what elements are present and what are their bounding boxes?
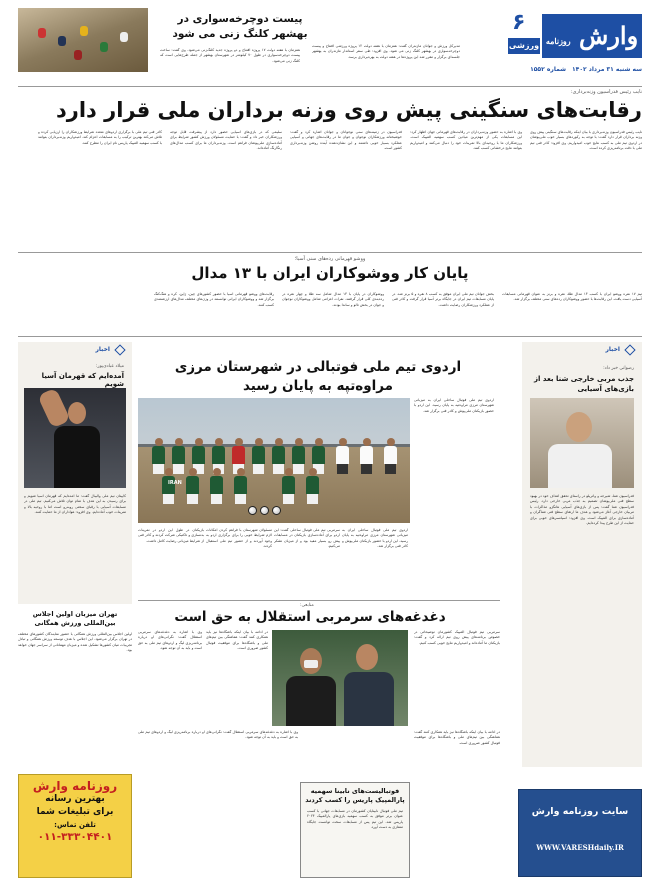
tehran-headline: تهران میزبان اولین اجلاس بین‌المللی ورزش همگانی	[32, 610, 118, 627]
box-header	[522, 344, 642, 356]
top-headline: پیست دوچرخه‌سواری در بهشهر کلنگ زنی می شود	[172, 13, 308, 40]
wushu-headline: پایان کار ووشوکاران ایران با ۱۳ مدال	[191, 264, 469, 282]
main-kicker: نایب رئیس فدراسیون وزنه‌برداری:	[570, 89, 642, 95]
ad-line-2: برای تبلیغات شما	[36, 807, 114, 817]
main-column-1: نایب رئیس فدراسیون وزنه‌برداری با بیان اینکه رقابت‌های سنگینی پیش روی وزنه برداران قرار دارد گفت: با توجه به رکوردهای بسیار خوب ملی‌پوشان در اردوی تیم ملی به کسب نتایج خوب امیدواریم. وی افزود: کادر فنی تیم ملی با دقت برنامه‌ریزی کرده است.	[530, 130, 642, 151]
main-headline: رقابت‌های سنگینی پیش روی وزنه برداران ملی قرار دارد	[55, 98, 642, 122]
riot-column-1: سرمربی تیم فوتبال المپیک کشورمان توضیحاتی در خصوص برنامه‌های پیش روی تیم ارائه کرد و گفت: بازیکنان ما آماده‌اند و امیدواریم نتایج خوبی کسب کنیم.	[414, 630, 500, 645]
volleyball-headline: آمده‌ایم که قهرمان آسیا شویم	[41, 372, 124, 388]
box-tag: اخبار	[95, 346, 110, 353]
website-url-link[interactable]: WWW.VARESHdaily.IR	[536, 843, 624, 852]
riot-headline: دغدغه‌های سرمربی استقلال به حق است	[174, 609, 446, 625]
diamond-icon	[624, 344, 635, 355]
cycling-photo	[18, 8, 148, 72]
page-number: ۶	[512, 10, 526, 35]
ad-phone-number[interactable]: ۰۱۱-۳۳۳۰۴۴۰۱	[37, 831, 113, 843]
box-tag: اخبار	[605, 346, 620, 353]
divider	[18, 252, 642, 253]
main-column-2: وی با اشاره به حضور وزنه‌برداران در رقابت‌های قهرمانی جهان اظهار کرد: این مسابقات یکی از مهم‌ترین میادین کسب سهمیه المپیک است. ورزشکاران ما با روحیه‌ای بالا تمرینات خود را دنبال می‌کنند و امیدواریم بتوانند نتایج درخشانی کسب کنند.	[410, 130, 522, 151]
football-team-photo	[138, 398, 410, 523]
coaches-photo	[272, 630, 408, 726]
wushu-column-2: بخش جوانان تیم ملی ایران موفق به کسب ۸ نقره و ۵ برنز شد. در پایان مسابقات تیم ایران در جایگاه برتر آسیا قرار گرفت و کادر فنی از عملکرد ورزشکاران رضایت داشت.	[392, 292, 494, 307]
main-column-4: سلیمی که در بازی‌های آسیایی حضور دارد از پیشرفت قابل توجه ورزشکاران خبر داد و گفت: با حمایت مسئولان ورزش کشور شرایط برای آماده‌سازی ملی‌پوشان فراهم است. وزنه‌برداران ما برای کسب مدال‌های رنگارنگ آماده‌اند.	[170, 130, 282, 151]
logo-sub: روزنامه	[545, 36, 571, 46]
dateline	[506, 66, 642, 73]
football-side-text: اردوی تیم ملی فوتبال ساحلی ایران به میزبانی شهرستان مرزی مراوه‌تپه به پایان رسید. این اردو با حضور بازیکنان ملی‌پوش و کادر فنی برگزار شد.	[414, 398, 494, 413]
top-story-text-1: همزمان با هفته دولت ۱۷ پروژه افتتاح و دو پروژه جدید کلنگ‌زنی می‌شود. وی گفت: ساخت پیست دوچرخه‌سواری در طول ۷۰ کیلومتر در شهرستان بهشهر از جمله طرح‌هایی است که کلنگ زنی می‌شود.	[160, 48, 300, 63]
logo-text: وارش	[579, 21, 639, 50]
riot-kicker: منابعی:	[300, 603, 314, 608]
swimming-news-box	[522, 342, 642, 767]
divider	[138, 600, 500, 601]
newspaper-logo	[542, 14, 642, 58]
riot-column-4: وی با اشاره به دغدغه‌های سرمربی استقلال گفت: نگرانی‌های او درباره برنامه‌ریزی لیگ و اردوهای تیم ملی به حق است و باید به آن توجه شود.	[138, 730, 298, 740]
football-headline: اردوی تیم ملی فوتبالی در شهرستان مرزی مراوه‌تپه به پایان رسید	[174, 359, 462, 394]
website-ad-title: سایت روزنامه وارش	[531, 806, 629, 817]
ad-tel-label: تلفن تماس:	[54, 821, 96, 829]
date-text: سه شنبه ۳۱ مرداد ۱۴۰۲	[572, 66, 642, 73]
paralympic-text: تیم ملی فوتبال نابینایان کشورمان در مسابقات جهانی با کسب عنوان برتر موفق به کسب سهمیه بازی‌های پارالمپیک ۲۰۲۴ پاریس شد. این تیم پس از مسابقات سخت توانست جایگاه ممتازی به دست آورد.	[307, 809, 403, 830]
issue-text: شماره ۱۵۵۲	[530, 66, 567, 73]
wushu-kicker: ووشو قهرمانی رده‌های سنی آسیا؛	[294, 256, 366, 262]
volleyball-news-box	[18, 342, 132, 604]
swimming-headline: جذب مربی خارجی شنا بعد از بازی‌های آسیایی	[534, 375, 634, 393]
website-ad[interactable]	[518, 789, 642, 877]
ad-line-1: بهترین رسانه	[45, 794, 105, 804]
wushu-column-3: ووشوکاران در پایان با ۱۳ مدال شامل سه طلا و چهار نقره در رده‌بندی کلی قرار گرفتند. نفرات اعزامی شامل ووشوکاران نوجوان و جوان در بخش تالو و ساندا بودند.	[282, 292, 384, 307]
main-column-3: فدراسیون در زمینه‌های سنی نوجوانان و جوانان اشاره کرد و گفت: خوشبختانه ورزشکاران نوجوان و جوان ما در رقابت‌های جهانی و آسیایی عملکرد بسیار خوبی داشتند و این نشان‌دهنده آینده روشن وزنه‌برداری کشور است.	[290, 130, 402, 151]
box-header	[18, 344, 132, 356]
tehran-news	[18, 610, 132, 766]
paralympic-box	[300, 782, 410, 878]
riot-column-3: در ادامه با بیان اینکه باشگاه‌ها نیز باید همکاری کنند گفت: هماهنگی بین تیم‌های ملی و باشگاه‌ها برای موفقیت فوتبال کشور ضروری است.	[206, 630, 268, 651]
top-story-text-2: مدیرکل ورزش و جوانان مازندران گفت: همزمان با هفته دولت ۱۲ پروژه ورزشی افتتاح و پیست دوچرخه‌سواری در بهشهر کلنگ زنی می شود. وی افزود: طی سفر استاندار مازندران به بهشهر جلسه‌ای برگزار و مقرر شد این پروژه‌ها در هفته دولت به بهره‌برداری برسد.	[312, 44, 460, 59]
swimming-kicker: رضوانی خبر داد:	[603, 366, 634, 371]
divider	[18, 86, 642, 87]
paralympic-headline: فوتبالیست‌های نابینا سهمیه پارالمپیک پاریس را کسب کردند	[305, 787, 405, 804]
swimming-text: فدراسیون شنا، شیرجه و واترپلو در راستای تحقق اهداف خود در بهبود سطح فنی ملی‌پوشان تصمیم به جذب مربی خارجی دارد. رئیس فدراسیون شنا گفت: پس از بازی‌های آسیایی هانگژو مذاکرات با مربیان خارجی آغاز می‌شود و هدف ما ارتقای سطح فنی شناگران و آماده‌سازی برای المپیک است. وی افزود: اسپانسرهای خوبی برای حمایت از این طرح پیدا کرده‌ایم.	[530, 494, 634, 526]
wushu-column-4: رقابت‌های ووشو قهرمانی آسیا با حضور کشورهای چین، ژاپن، کره و هنگ‌کنگ برگزار شد و ووشوکاران ایرانی توانستند در وزن‌های مختلف مدال‌های ارزشمندی کسب کنند.	[154, 292, 274, 307]
volleyball-kicker: میلاد عبادی‌پور:	[95, 364, 124, 369]
football-column-3: سرمربی تیم ملی فوتبال ساحلی گفت: این اردو برای آماده‌سازی بازیکنان در مسابقات پیش رو بسیار مفید بود و از میزبان تشکر می‌کنیم.	[274, 528, 340, 549]
main-column-5: کادر فنی تیم ملی با برگزاری اردوهای متعدد شرایط ورزشکاران را ارزیابی کرده و تلاش می‌کند بهترین ترکیب را به مسابقات اعزام کند. امیدواریم وزنه‌برداران بتوانند با کسب سهمیه المپیک پاریس نام ایران را مطرح کنند.	[38, 130, 162, 145]
tehran-text: اولین اجلاس بین‌المللی ورزش همگانی با حضور نمایندگان کشورهای مختلف در تهران برگزار می‌شود. این اجلاس با هدف توسعه ورزش همگانی و تبادل تجربیات میان کشورها تشکیل شده و میزبان مهمانانی از سراسر جهان خواهد بود.	[18, 632, 132, 653]
masthead	[506, 8, 642, 84]
jersey-text: IRAN	[168, 480, 182, 486]
volleyball-text: کاپیتان تیم ملی والیبال گفت: ما آمده‌ایم که قهرمان آسیا شویم و برای رسیدن به این هدف با تمام توان تلاش می‌کنیم. تیم ملی در مسابقات آسیایی با رقبای سختی روبه‌رو است اما با روحیه بالا و تمرینات خوب آماده‌ایم. وی افزود: هواداران از ما حمایت کنند.	[24, 494, 126, 515]
divider	[18, 336, 642, 337]
volleyball-player-photo	[24, 388, 126, 488]
riot-continued: در ادامه با بیان اینکه باشگاه‌ها نیز باید همکاری کنند گفت: هماهنگی بین تیم‌های ملی و باشگاه‌ها برای موفقیت فوتبال کشور ضروری است.	[414, 730, 500, 745]
football-column-2: مسئولان شهرستان با فراهم کردن امکانات لازم شرایط خوبی را برای برگزاری اردو به وجود آوردند و از حضور تیم ملی استقبال کردند.	[206, 528, 272, 549]
football-column-1: بازیکنان در طول این اردو در تمرینات بدنسازی و تاکتیکی شرکت کردند و کادر فنی از شرایط میزبانی رضایت کامل داشت.	[138, 528, 204, 543]
football-column-4: اردوی تیم ملی فوتبال ساحلی ایران به میزبانی شهرستان مرزی مراوه‌تپه به پایان رسید. این اردو با حضور بازیکنان ملی‌پوش و کادر فنی برگزار شد.	[342, 528, 408, 549]
diamond-icon	[114, 344, 125, 355]
coach-photo	[530, 398, 634, 488]
wushu-column-1: تیم ۱۷ نفره ووشو ایران با کسب ۱۳ مدال طلا، نقره و برنز به عنوان قهرمانی مسابقات آسیایی دست یافت. این رقابت‌ها با حضور ووشوکاران رده‌های سنی مختلف برگزار شد.	[502, 292, 642, 302]
newspaper-ad[interactable]	[18, 774, 132, 878]
section-label: ورزشی	[508, 38, 540, 54]
ad-title: روزنامه وارش	[32, 779, 118, 793]
riot-column-2: وی با اشاره به دغدغه‌های سرمربی استقلال گفت: نگرانی‌های او درباره برنامه‌ریزی لیگ و اردوهای تیم ملی به حق است و باید به آن توجه شود.	[138, 630, 202, 651]
